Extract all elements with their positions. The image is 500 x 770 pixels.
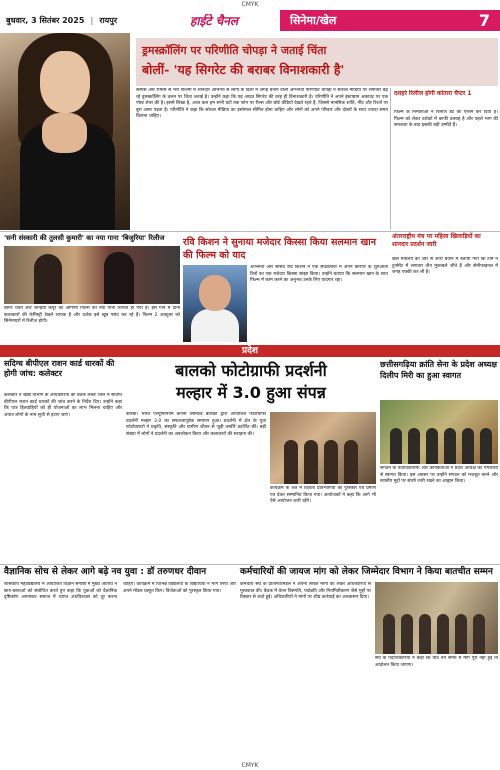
section-banner <box>280 10 500 31</box>
ration-card-title: सदिग्ध बीपीएल राशन कार्ड धारकों की होगी जांच: कलेक्टर <box>4 359 115 378</box>
main-headline <box>126 360 376 404</box>
pradesh-section-band: प्रदेश <box>0 345 500 357</box>
cinema-brief-title: दशहरे रिलीज होगी कांतारा चैप्टर 1 <box>394 90 472 97</box>
section-name: सिनेमा/खेल <box>290 14 337 27</box>
story4-body: खेल मंत्रालय की ओर से जारी बयान में बताया गया कि टीम ने टूर्नामेंट में लगातार तीन मुकाबले जीते हैं और सेमीफाइनल में जगह पक्की कर ली है। <box>392 257 498 276</box>
main-headline-line1: बालको फोटोग्राफी प्रदर्शनी <box>175 361 327 380</box>
science-seminar-body: शासकीय महाविद्यालय में आयोजित विज्ञान संगोष्ठी में मुख्य अतिथि ने छात्र-छात्राओं को संबोधित करते हुए कहा कि युवाओं को वैज्ञानिक दृष्टिकोण अपनाकर समाज में व्याप्त अंधविश्वास को दूर करना चाहिए। कार्यक्रम में विभिन्न विद्यालयों के विद्यार्थियों ने भाग लिया और अपने मॉडल प्रस्तुत किए। विजेताओं को पुरस्कृत किया गया। <box>4 582 236 601</box>
kranti-sena-photo <box>380 400 498 464</box>
newspaper-brand: हाईटे चैनल <box>190 14 239 28</box>
kranti-sena-body: संगठन के पदाधिकारियों और कार्यकर्ताओं ने प्रदेश अध्यक्ष का गर्मजोशी से स्वागत किया। इस अवसर पर उन्होंने संगठन को मजबूत करने और स्थानीय मुद्दों पर संघर्ष जारी रखने का आह्वान किया। <box>380 466 498 485</box>
main-story-body: कोरबा। भारत एल्यूमिनियम कंपनी लिमिटेड बालको द्वारा आयोजित फोटोग्राफी प्रदर्शनी मल्हार 3.0 का सफलतापूर्वक समापन हुआ। प्रदर्शनी में क्षेत्र के युवा फोटोग्राफरों ने प्रकृति, संस्कृति और ग्रामीण जीवन से जुड़ी तस्वीरें प्रदर्शित कीं। बड़ी संख्या में लोगों ने प्रदर्शनी का अवलोकन किया और कलाकारों की सराहना की। <box>126 412 266 437</box>
employees-demand-photo <box>375 582 498 654</box>
ration-card-body: कलेक्टर ने खाद्य विभाग के अधिकारियों की बैठक लेकर जिले में संदिग्ध बीपीएल राशन कार्ड धारकों की जांच करने के निर्देश दिए। उन्होंने कहा कि पात्र हितग्राहियों को ही योजनाओं का लाभ मिलना चाहिए और अपात्र लोगों के नाम सूची से हटाए जाएं। <box>4 393 122 418</box>
employees-demand-body-continued: संघ के पदाधिकारियों ने कहा कि यदि तय समय में मांगें पूरी नहीं हुईं तो आंदोलन किया जाएगा। <box>375 656 498 668</box>
kranti-sena-title: छत्तीसगढ़िया क्रांति सेना के प्रदेश अध्यक्ष दिलीप मिरी का हुआ स्वागत <box>380 360 497 380</box>
employees-demand-title: कर्मचारियों की जायज मांग को लेकर जिम्मेदार विभाग ने किया बातचीत सम्मन <box>240 567 493 577</box>
lead-story-body: सस्पेंस और रोमांस से भरी फिल्मों में शानदार अभिनय से लोगों के दिलों में जगह बनाने वाली अभिनेत्री परिणीति चोपड़ा ने सोशल मीडिया पर लगातार बढ़ रहे डूमस्क्रॉलिंग के चलन पर चिंता जताई है। उन्होंने कहा कि यह आदत सिगरेट की तरह ही विनाशकारी है। परिणीति ने अपने इंस्टाग्राम अकाउंट पर एक पोस्ट शेयर की है। इसमें लिखा है, आज कल हम सभी घंटों तक फोन पर रील्स और छोटे वीडियो देखते रहते हैं, जिससे मानसिक शांति, नींद और रिश्तों पर बुरा असर पड़ता है। परिणीति ने कहा कि सोशल मीडिया का इस्तेमाल सीमित होना चाहिए और लोगों को अपने परिवार और दोस्तों के साथ ज्यादा समय बिताना चाहिए। <box>136 88 388 120</box>
section-rule <box>0 231 500 232</box>
edition-city: रायपुर <box>99 16 118 25</box>
story2-title: 'सनी संस्कारी की तुलसी कुमारी' का नया गाना 'बिजुरिया' रिलीज <box>4 234 165 242</box>
page-number: 7 <box>478 11 490 30</box>
main-story-body-continued: कार्यक्रम के अंत में विजेता प्रतिभागियों को पुरस्कार एवं प्रमाण पत्र देकर सम्मानित किया गया। आयोजकों ने कहा कि आगे भी ऐसे आयोजन जारी रहेंगे। <box>270 486 376 505</box>
masthead <box>0 10 500 31</box>
story3-photo <box>183 265 247 342</box>
employees-demand-body: कर्मचारी संघ के प्रतिनिधिमंडल ने अपनी लंबित मांगों को लेकर अधिकारियों से मुलाकात की। बैठक में वेतन विसंगति, पदोन्नति और नियमितीकरण जैसे मुद्दों पर विस्तार से चर्चा हुई। अधिकारियों ने मांगों पर शीघ्र कार्रवाई का आश्वासन दिया। <box>240 582 371 601</box>
lead-headline-box <box>136 38 498 86</box>
lead-story-photo <box>0 33 130 230</box>
science-seminar-title: वैज्ञानिक सोच से लेकर आगे बढ़े नव युवा : डॉ तरुणधर दीवान <box>4 567 207 577</box>
story2-body: वरुण धवन और जान्हवी कपूर की आगामी फिल्म का नया गाना रिलीज हो गया है। इस गाने में दोनों कलाकारों की केमिस्ट्री देखने लायक है और दर्शक इसे खूब पसंद कर रहे हैं। फिल्म 2 अक्टूबर को सिनेमाघरों में रिलीज होगी। <box>4 306 180 325</box>
story4-title: अंतरराष्ट्रीय मंच पर महिला खिलाड़ियों का शानदार प्रदर्शन जारी <box>392 233 481 248</box>
print-mark-bottom: CMYK <box>241 762 259 769</box>
main-headline-line2: मल्हार में 3.0 हुआ संपन्न <box>176 383 326 402</box>
story2-photo <box>4 246 180 304</box>
lead-headline-line1: ड्रमस्क्रॉलिंग पर परिणीति चोपड़ा ने जताई चिंता <box>142 44 327 57</box>
column-rule <box>390 88 391 230</box>
story3-body: अभिनेता और सांसद रवि किशन ने एक साक्षात्कार में अपने करियर के शुरुआती दिनों का एक मजेदार किस्सा साझा किया। उन्होंने बताया कि सलमान खान के साथ फिल्म में काम करने का अनुभव उनके लिए यादगार रहा। <box>250 265 388 284</box>
section-rule-lower <box>0 564 500 565</box>
dateline-divider: | <box>90 16 94 25</box>
cinema-brief-body: फिल्म के निर्माताओं ने रिलीज डेट का ऐलान कर दिया है। फिल्म को लेकर दर्शकों में काफी उत्साह है और पहले भाग की सफलता के बाद इसकी बड़ी उम्मीदें हैं। <box>394 110 498 129</box>
masthead-dateline <box>0 15 190 26</box>
issue-date: बुधवार, 3 सितंबर 2025 <box>6 16 85 25</box>
main-story-photo <box>270 412 376 484</box>
print-mark-top: CMYK <box>241 1 259 8</box>
lead-headline-line2: बोलीं- 'यह सिगरेट की बराबर विनाशकारी है' <box>142 62 345 77</box>
story3-title: रवि किशन ने सुनाया मजेदार किस्सा किया सलमान खान की फिल्म को याद <box>183 237 377 261</box>
